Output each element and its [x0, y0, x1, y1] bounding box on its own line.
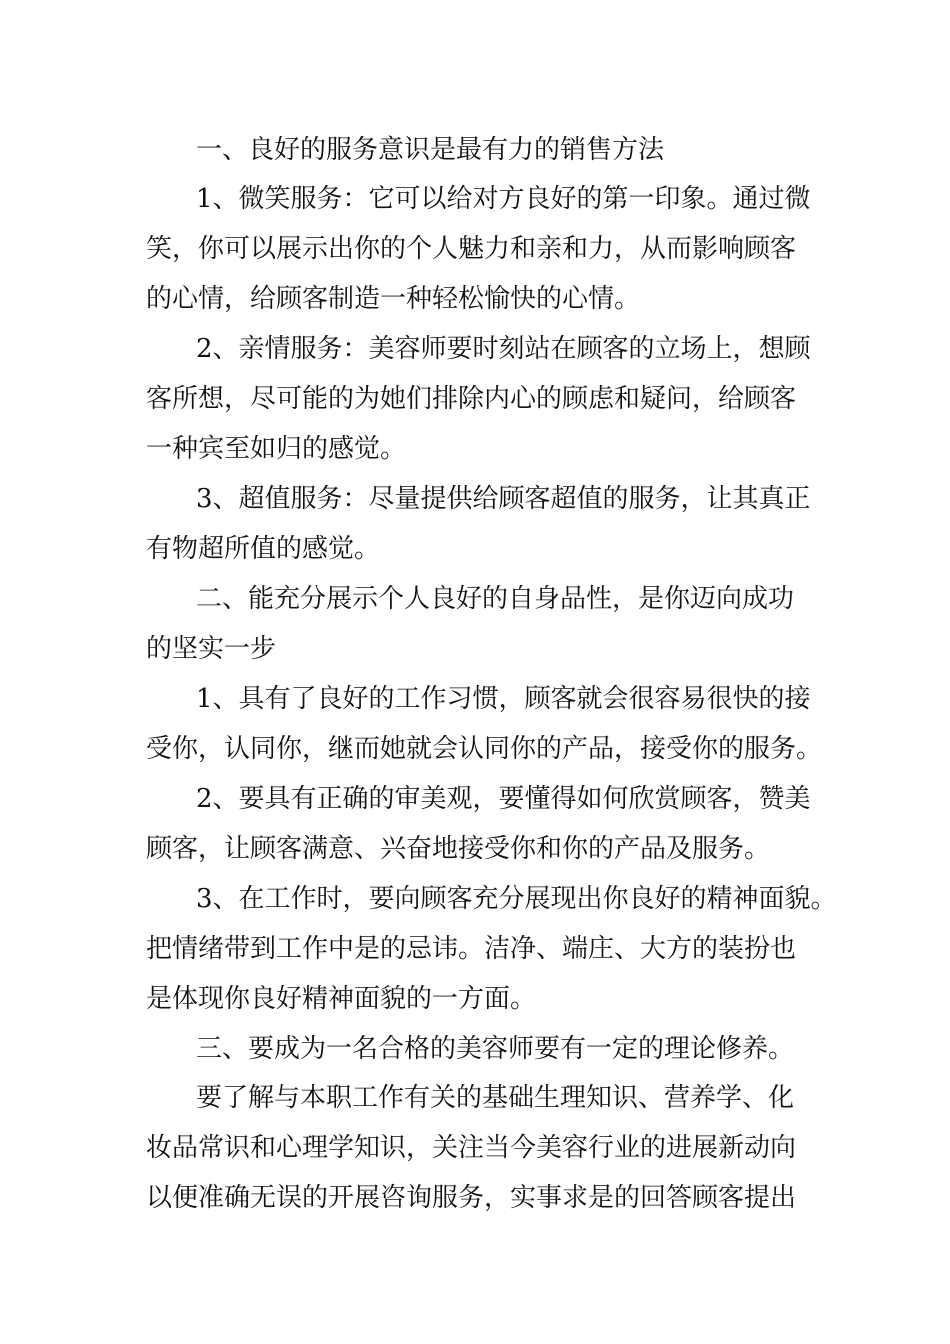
paragraph-line: 客所想，尽可能的为她们排除内心的顾虑和疑问，给顾客 — [146, 384, 797, 414]
paragraph-line: 2、亲情服务：美容师要时刻站在顾客的立场上，想顾 — [196, 334, 811, 364]
paragraph-line: 以便准确无误的开展咨询服务，实事求是的回答顾客提出 — [146, 1183, 797, 1213]
heading-2-continued: 的坚实一步 — [146, 634, 277, 664]
paragraph-line: 要了解与本职工作有关的基础生理知识、营养学、化 — [196, 1083, 795, 1113]
heading-2: 二、能充分展示个人良好的自身品性，是你迈向成功 — [196, 584, 795, 614]
paragraph-line: 一种宾至如归的感觉。 — [146, 434, 407, 464]
paragraph-line: 1、微笑服务：它可以给对方良好的第一印象。通过微 — [196, 184, 811, 214]
paragraph-line: 把情绪带到工作中是的忌讳。洁净、端庄、大方的装扮也 — [146, 934, 797, 964]
paragraph-line: 3、在工作时，要向顾客充分展现出你良好的精神面貌。 — [196, 884, 837, 914]
paragraph-line: 2、要具有正确的审美观，要懂得如何欣赏顾客，赞美 — [196, 784, 811, 814]
paragraph-line: 笑，你可以展示出你的个人魅力和亲和力，从而影响顾客 — [146, 234, 797, 264]
paragraph-line: 的心情，给顾客制造一种轻松愉快的心情。 — [146, 284, 641, 314]
paragraph-line: 有物超所值的感觉。 — [146, 534, 381, 564]
paragraph-line: 3、超值服务：尽量提供给顾客超值的服务，让其真正 — [196, 484, 811, 514]
heading-3: 三、要成为一名合格的美容师要有一定的理论修养。 — [196, 1034, 795, 1064]
paragraph-line: 受你，认同你，继而她就会认同你的产品，接受你的服务。 — [146, 734, 823, 764]
paragraph-line: 1、具有了良好的工作习惯，顾客就会很容易很快的接 — [196, 684, 811, 714]
paragraph-line: 妆品常识和心理学知识，关注当今美容行业的进展新动向 — [146, 1133, 797, 1163]
paragraph-line: 顾客，让顾客满意、兴奋地接受你和你的产品及服务。 — [146, 834, 771, 864]
heading-1: 一、良好的服务意识是最有力的销售方法 — [196, 135, 665, 165]
paragraph-line: 是体现你良好精神面貌的一方面。 — [146, 984, 537, 1014]
